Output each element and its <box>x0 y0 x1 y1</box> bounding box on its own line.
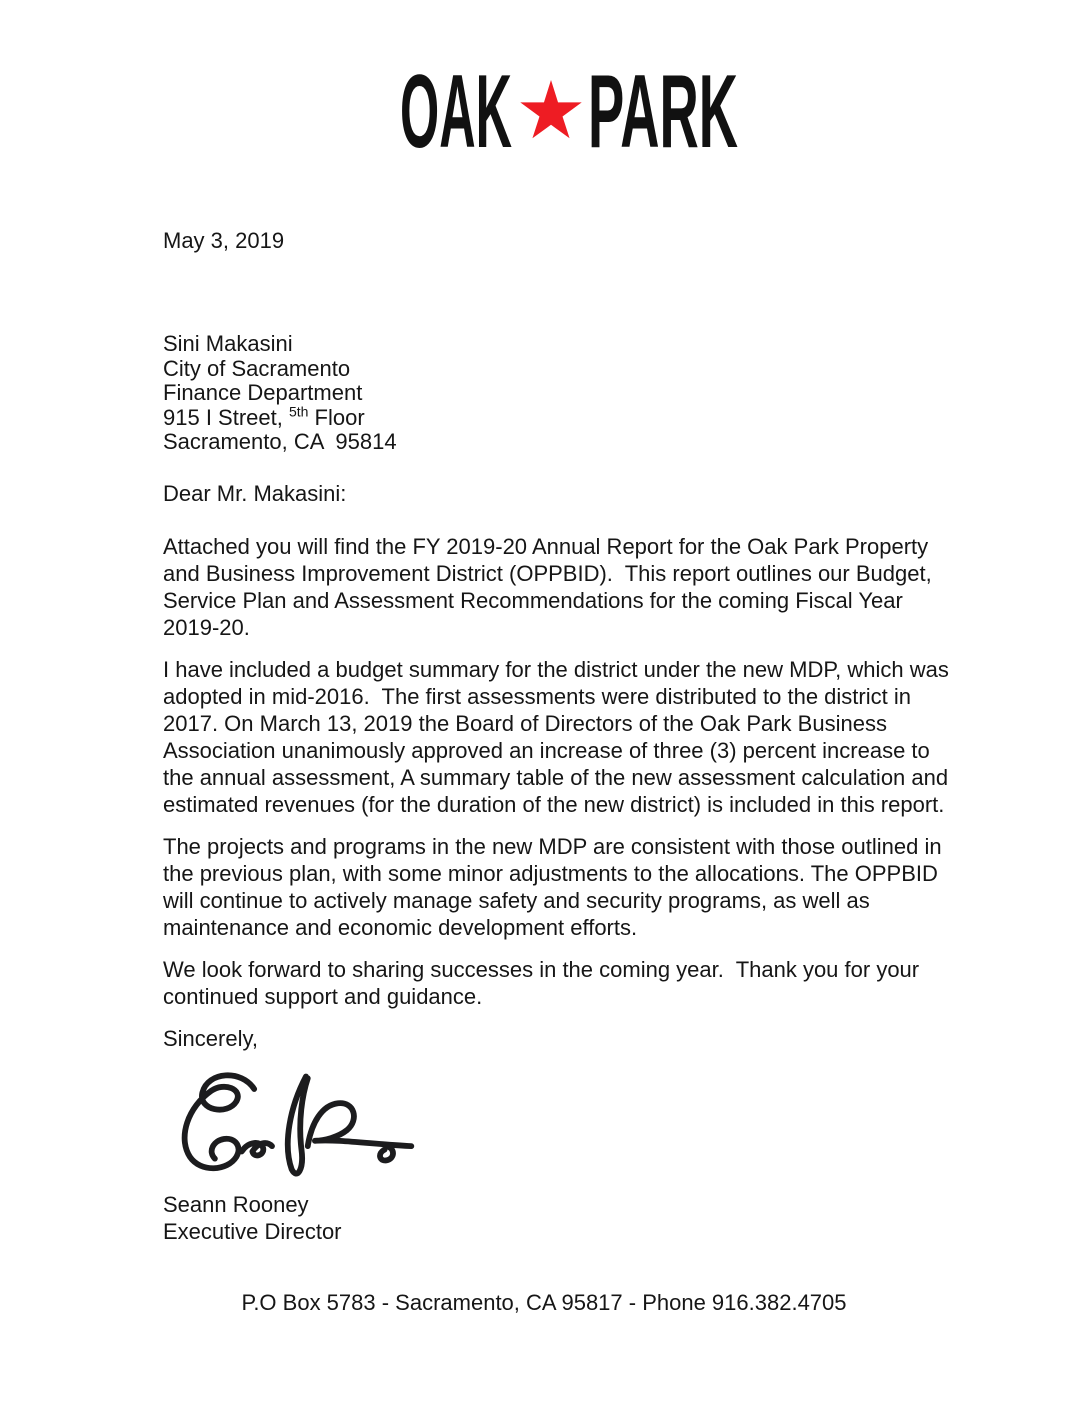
recipient-name: Sini Makasini <box>163 331 293 356</box>
body-paragraph-1: Attached you will find the FY 2019-20 Annual Report for the Oak Park Property and Business Improvement District (OPPBID). This report outlines our Budget, Service Plan and Assessment Recommendations for the coming Fiscal Year 2019-20. <box>163 533 938 640</box>
logo-word-park: PARK <box>588 54 738 170</box>
letter-body <box>163 227 963 1245</box>
oak-park-logo <box>400 54 740 170</box>
letterhead <box>0 54 1088 170</box>
body-paragraph-4: We look forward to sharing successes in the coming year. Thank you for your continued support and guidance. <box>163 956 926 1009</box>
recipient-organization: City of Sacramento <box>163 355 351 381</box>
footer-contact-line: P.O Box 5783 - Sacramento, CA 95817 - Phone 916.382.4705 <box>241 1290 847 1315</box>
salutation: Dear Mr. Makasini: <box>163 480 347 506</box>
recipient-department: Finance Department <box>163 380 363 405</box>
signature-image <box>169 1064 434 1189</box>
floor-ordinal-superscript: 5th <box>288 403 309 420</box>
letter-footer <box>0 1290 1088 1316</box>
star-icon <box>520 80 581 138</box>
body-paragraph-3: The projects and programs in the new MDP are consistent with those outlined in the previous plan, with some minor adjustments to the allocations. The OPPBID will continue to actively manage safety and security programs, as well as maintenance and economic development efforts. <box>163 833 948 940</box>
sender-name: Seann Rooney <box>163 1191 309 1217</box>
closing-salutation: Sincerely, <box>163 1025 258 1051</box>
recipient-street-line <box>163 403 963 431</box>
logo-word-oak: OAK <box>400 54 512 170</box>
recipient-city-state-zip: Sacramento, CA 95814 <box>163 429 397 454</box>
letter-date: May 3, 2019 <box>163 228 285 253</box>
sender-title: Executive Director <box>163 1218 342 1244</box>
street-text: 915 I Street, <box>163 404 289 430</box>
body-paragraph-2: I have included a budget summary for the district under the new MDP, which was adopted in mid-2016. The first assessments were distributed to the district in 2017. On March 13, 2019 the Board of Directors of the Oak Park Business Association unanimously approved an increase of three (3) percent increase to the annual assessment, A summary table of the new assessment calculation and estimated revenues (for the duration of the new district) is included in this report. <box>163 656 956 817</box>
floor-text: Floor <box>308 404 365 430</box>
recipient-address-block <box>163 332 963 455</box>
